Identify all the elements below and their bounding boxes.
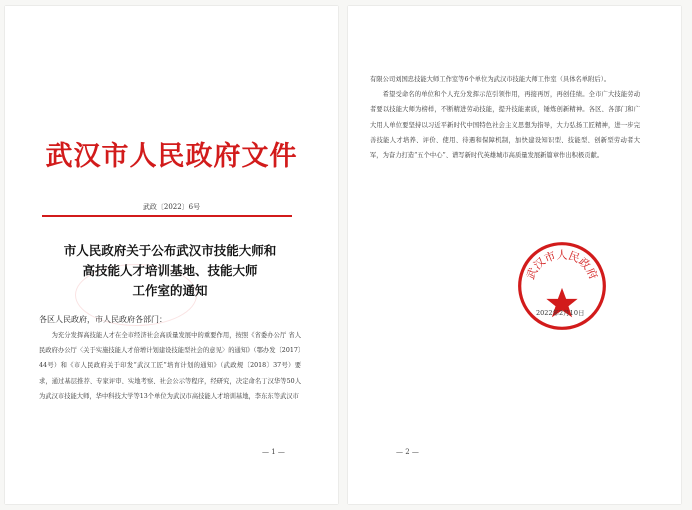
salutation: 各区人民政府，市人民政府各部门： (39, 315, 167, 324)
body-paragraph: 有限公司刘国忠技能大师工作室等6个单位为武汉市技能大师工作室（具体名单附后）。 (370, 76, 611, 83)
notice-title-line: 工作室的通知 (132, 283, 208, 298)
body-text (370, 72, 640, 163)
document-number: 武政〔2022〕6号 (142, 203, 201, 211)
official-red-seal-icon (516, 240, 608, 332)
notice-title-line: 高技能人才培训基地、技能大师 (82, 263, 258, 278)
red-divider-line (42, 215, 292, 217)
page-number: — 2 — (396, 448, 419, 456)
document-page-1 (5, 6, 338, 504)
body-paragraph: 希望受命名的单位和个人充分发挥示范引领作用，再接再厉，再创佳绩。全市广大技能劳动者要以技能大师为榜样，不断精进劳动技能，提升技能素质，锤炼创新精神。各区、各部门和广大用人单位要坚持以习近平新时代中国特色社会主义思想为指导，大力弘扬工匠精神，进一步完善技能人才培养、评价、使用、待遇和保障机制，加快建设知识型、技能型、创新型劳动者大军，为奋力打造“五个中心”、谱写新时代英雄城市高质量发展新篇章作出积极贡献。 (370, 91, 640, 160)
page-number: — 1 — (262, 448, 285, 456)
seal-text-path: 武汉市人民政府 (524, 248, 600, 282)
signing-date: 2022年2月10日 (536, 309, 585, 317)
notice-title (35, 241, 305, 301)
body-paragraph: 为充分发挥高技能人才在全市经济社会高质量发展中的重要作用，按照《省委办公厅 省人民政府办公厅〈关于实施技能人才倍增计划建设技能型社会的意见〉的通知》（鄂办发〔2017〕44号）和《市人民政府关于印发“武汉工匠”培育计划的通知》（武政规〔2018〕37号）要求，通过基层推荐、专家评审、实地考察、社会公示等程序，经研究，决定命名丁汉华等50人为武汉市技能大师，华中科技大学等13个单位为武汉市高技能人才培训基地，李东东等武汉市 (39, 332, 301, 400)
document-page-2 (348, 6, 681, 504)
notice-title-line: 市人民政府关于公布武汉市技能大师和 (63, 243, 277, 258)
document-header-title: 武汉市人民政府文件 (45, 141, 298, 172)
